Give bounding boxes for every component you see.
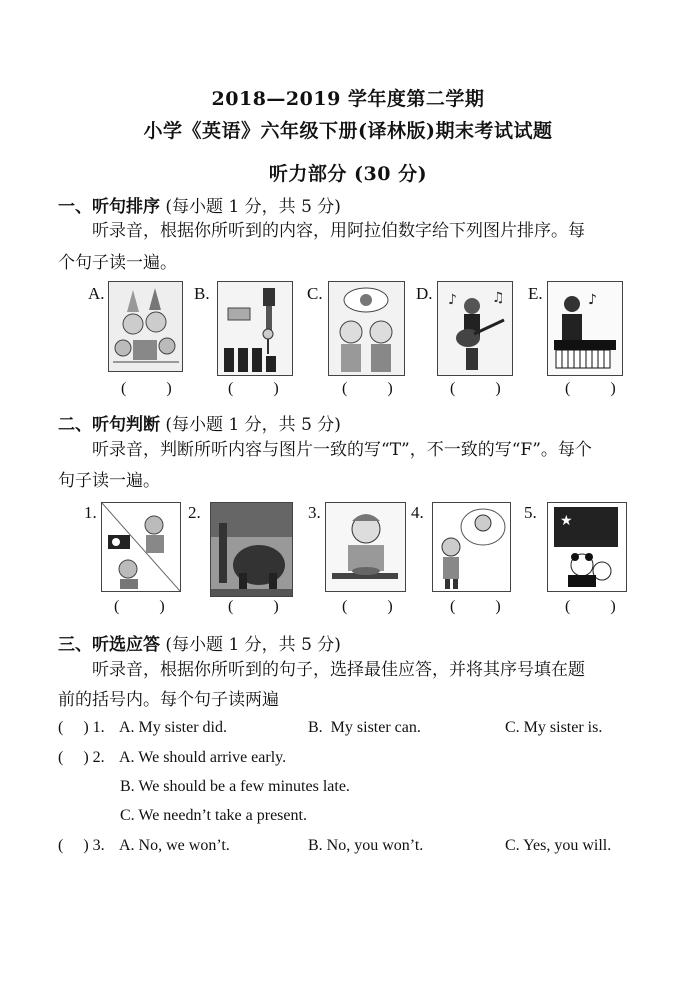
- part1-blank-b[interactable]: ( ): [228, 380, 297, 397]
- part2-blank-4[interactable]: ( ): [450, 598, 519, 615]
- q2-number: ( ) 2.: [58, 749, 105, 766]
- part1-heading: [58, 192, 341, 217]
- part3-instruction-line2: 前的括号内。每个句子读两遍: [58, 690, 279, 710]
- part3-heading: [58, 630, 341, 655]
- q2-option-b: B. We should be a few minutes late.: [120, 778, 350, 795]
- picture-elephant-tree: [210, 502, 293, 597]
- picture-party-children: [108, 281, 183, 372]
- exam-title-main: 小学《英语》六年级下册(译林版)期末考试试题: [143, 120, 553, 142]
- picture-flag-panda: [547, 502, 627, 592]
- picture-sick-boy-doctor: [432, 502, 511, 592]
- part1-label-a: A.: [88, 284, 105, 303]
- part1-instruction-line2: 个句子读一遍。: [58, 253, 177, 273]
- q3-number: ( ) 3.: [58, 837, 105, 854]
- picture-boy-eating: [325, 502, 406, 592]
- part1-blank-e[interactable]: ( ): [565, 380, 634, 397]
- part3-instruction-line1: 听录音，根据你所听到的句子，选择最佳应答，并将其序号填在题: [92, 660, 585, 680]
- q1-number: ( ) 1.: [58, 719, 105, 736]
- part2-blank-3[interactable]: ( ): [342, 598, 411, 615]
- part3-note: (每小题 1 分，共 5 分): [165, 635, 341, 655]
- q1-option-b: B. My sister can.: [308, 719, 421, 736]
- part2-instruction-line1: 听录音，判断所听内容与图片一致的写“T”，不一致的写“F”。每个: [92, 440, 592, 460]
- q1-option-c: C. My sister is.: [505, 719, 603, 736]
- picture-pianist: [547, 281, 623, 376]
- picture-morning-night: [101, 502, 181, 592]
- svg-text:♫: ♫: [492, 290, 505, 306]
- part1-label-d: D.: [416, 284, 433, 303]
- q3-option-c: C. Yes, you will.: [505, 837, 612, 854]
- part1-label-e: E.: [528, 284, 543, 303]
- part2-heading: [58, 410, 341, 435]
- q1-option-a: A. My sister did.: [119, 719, 227, 736]
- part1-blank-c[interactable]: ( ): [342, 380, 411, 397]
- part1-note: (每小题 1 分，共 5 分): [165, 197, 341, 217]
- picture-two-boys-thinking: [328, 281, 405, 376]
- svg-text:♪: ♪: [448, 292, 457, 308]
- svg-text:♪: ♪: [588, 292, 597, 308]
- svg-text:★: ★: [560, 513, 573, 529]
- listening-section-title: 听力部分 (30 分): [268, 163, 428, 185]
- q2-option-a: A. We should arrive early.: [119, 749, 287, 766]
- part2-label-2: 2.: [188, 503, 201, 522]
- part2-label-3: 3.: [308, 503, 321, 522]
- part2-blank-2[interactable]: ( ): [228, 598, 297, 615]
- part1-label-b: B.: [194, 284, 210, 303]
- part2-label-1: 1.: [84, 503, 97, 522]
- part1-blank-d[interactable]: ( ): [450, 380, 519, 397]
- part2-label-4: 4.: [411, 503, 424, 522]
- q2-option-c: C. We needn’t take a present.: [120, 807, 307, 824]
- part2-blank-5[interactable]: ( ): [565, 598, 634, 615]
- part2-instruction-line2: 句子读一遍。: [58, 471, 160, 491]
- part2-blank-1[interactable]: ( ): [114, 598, 183, 615]
- part3-heading-text: 三、听选应答: [58, 635, 160, 655]
- q3-option-a: A. No, we won’t.: [119, 837, 230, 854]
- part1-instruction-line1: 听录音，根据你所听到的内容，用阿拉伯数字给下列图片排序。每: [92, 221, 585, 241]
- part2-note: (每小题 1 分，共 5 分): [165, 415, 341, 435]
- q3-option-b: B. No, you won’t.: [308, 837, 424, 854]
- exam-title-year: 2018—2019 学年度第二学期: [211, 88, 485, 110]
- part1-heading-text: 一、听句排序: [58, 197, 160, 217]
- part2-heading-text: 二、听句判断: [58, 415, 160, 435]
- picture-guitar-player: [437, 281, 513, 376]
- part1-label-c: C.: [307, 284, 323, 303]
- picture-crosswalk: [217, 281, 293, 376]
- part2-label-5: 5.: [524, 503, 537, 522]
- part1-blank-a[interactable]: ( ): [121, 380, 190, 397]
